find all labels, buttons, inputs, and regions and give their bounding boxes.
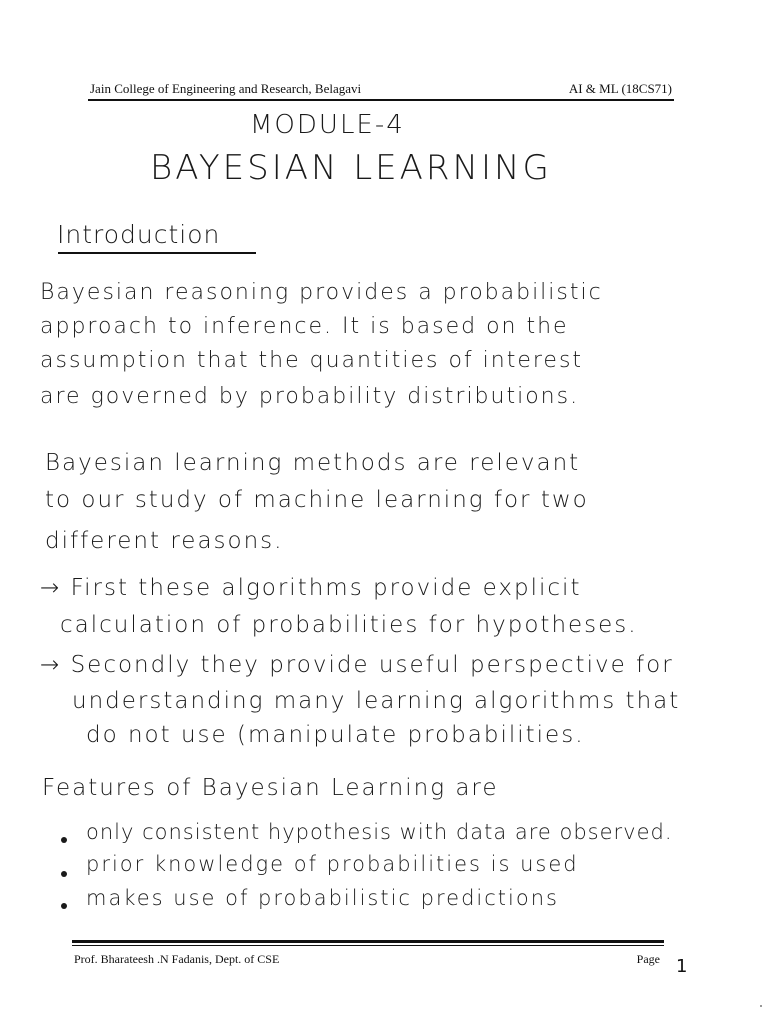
scan-speck [760,1005,762,1007]
feature-item: only consistent hypothesis with data are observed. [86,820,673,844]
para1-line: Bayesian reasoning provides a probabilistic [40,280,603,305]
bullet-dot [61,837,67,843]
page-number: 1 [676,956,688,977]
footer-rule [72,940,664,943]
intro-underline [58,252,256,254]
page-footer [74,950,660,968]
module-title: MODULE-4 [250,110,405,140]
para1-line: assumption that the quantities of interest [40,348,584,373]
intro-heading: Introduction [57,220,221,249]
features-heading: Features of Bayesian Learning are [42,775,499,801]
para1-line: are governed by probability distributions. [40,384,580,409]
header-course: AI & ML (18CS71) [568,81,672,96]
footer-page-label: Page [636,952,660,966]
point-line: do not use (manipulate probabilities. [86,722,585,748]
para2-line: different reasons. [45,528,284,554]
chapter-title: BAYESIAN LEARNING [150,148,552,188]
header-rule [88,99,674,101]
footer-rule-thin [72,945,664,946]
para2-line: Bayesian learning methods are relevant [45,450,581,476]
point-line: understanding many learning algorithms that [72,688,681,714]
para2-line: to our study of machine learning for two [45,487,589,513]
bullet-dot [61,871,67,877]
point-line: calculation of probabilities for hypotheses. [60,612,638,638]
header-institution: Jain College of Engineering and Research, Belagavi [90,81,362,96]
bullet-dot [61,903,67,909]
para1-line: approach to inference. It is based on the [40,314,569,339]
feature-item: prior knowledge of probabilities is used [86,852,579,876]
point-line: → Secondly they provide useful perspective for [40,652,674,678]
feature-item: makes use of probabilistic predictions [86,886,559,910]
point-line: → First these algorithms provide explicit [40,575,582,601]
footer-author: Prof. Bharateesh .N Fadanis, Dept. of CSE [74,952,280,966]
page-header [90,80,672,98]
